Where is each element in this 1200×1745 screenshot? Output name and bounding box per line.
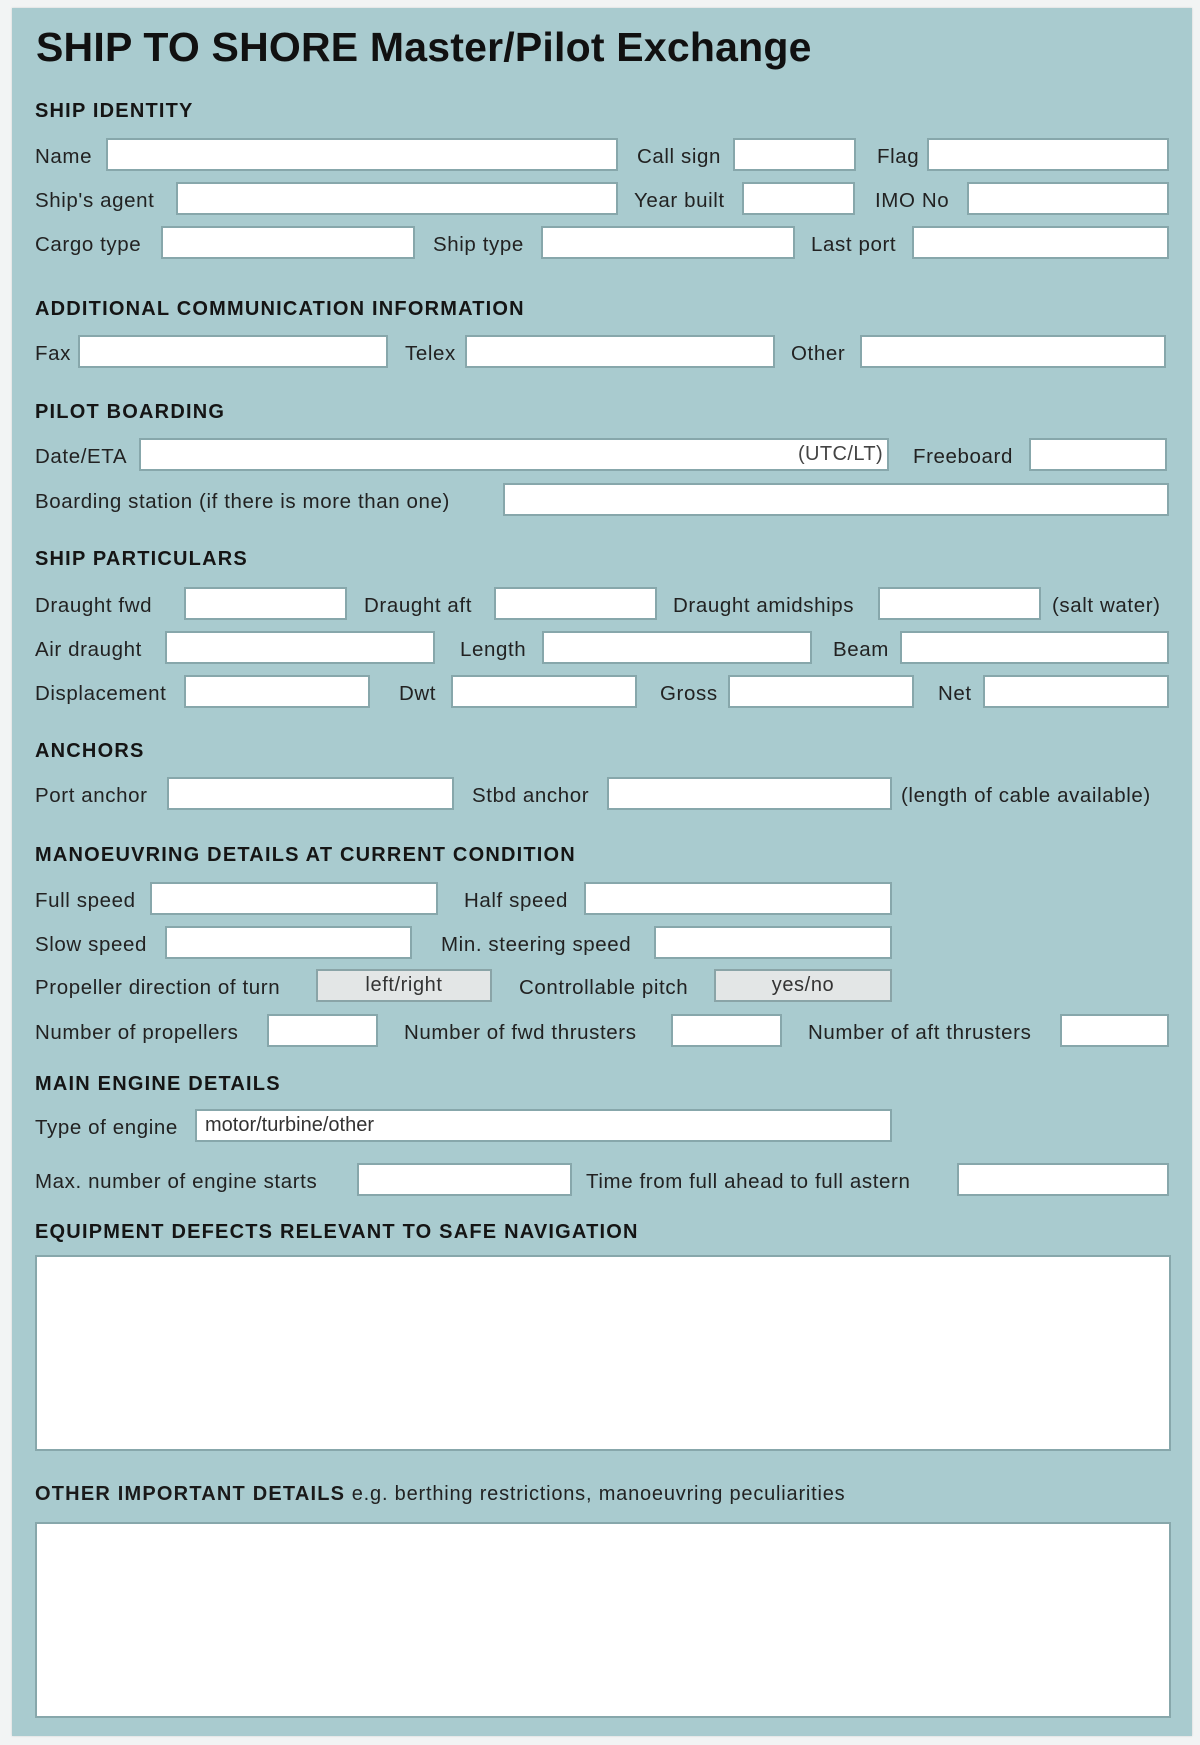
draught-aft-label: Draught aft: [364, 594, 473, 617]
draught-fwd-label: Draught fwd: [35, 594, 153, 617]
half-speed-field[interactable]: [584, 882, 892, 915]
air-draught-label: Air draught: [35, 638, 142, 661]
half-speed-label: Half speed: [464, 889, 569, 912]
num-propellers-label: Number of propellers: [35, 1021, 239, 1044]
ships-agent-label: Ship's agent: [35, 189, 155, 212]
slow-speed-field[interactable]: [165, 926, 412, 959]
fax-label: Fax: [35, 342, 71, 365]
length-label: Length: [460, 638, 527, 661]
section-pilot-boarding: PILOT BOARDING: [35, 401, 226, 423]
draught-fwd-field[interactable]: [184, 587, 347, 620]
max-engine-starts-label: Max. number of engine starts: [35, 1170, 318, 1193]
air-draught-field[interactable]: [165, 631, 435, 664]
year-built-field[interactable]: [742, 182, 855, 215]
ships-agent-field[interactable]: [176, 182, 618, 215]
cargo-type-field[interactable]: [161, 226, 415, 259]
ship-type-label: Ship type: [433, 233, 524, 256]
flag-label: Flag: [877, 145, 920, 168]
dwt-label: Dwt: [399, 682, 437, 705]
call-sign-label: Call sign: [637, 145, 722, 168]
num-aft-thrusters-field[interactable]: [1060, 1014, 1169, 1047]
section-main-engine: MAIN ENGINE DETAILS: [35, 1073, 281, 1095]
displacement-label: Displacement: [35, 682, 167, 705]
utc-lt-note: (UTC/LT): [798, 443, 884, 465]
section-communication: ADDITIONAL COMMUNICATION INFORMATION: [35, 298, 525, 320]
full-speed-label: Full speed: [35, 889, 136, 912]
equipment-defects-textbox[interactable]: [35, 1255, 1171, 1451]
section-anchors: ANCHORS: [35, 740, 145, 762]
net-field[interactable]: [983, 675, 1169, 708]
draught-aft-field[interactable]: [494, 587, 657, 620]
controllable-pitch-options[interactable]: yes/no: [714, 969, 892, 1002]
other-label: Other: [791, 342, 846, 365]
port-anchor-field[interactable]: [167, 777, 454, 810]
min-steering-speed-field[interactable]: [654, 926, 892, 959]
salt-water-note: (salt water): [1052, 594, 1161, 617]
propeller-direction-label: Propeller direction of turn: [35, 976, 281, 999]
beam-field[interactable]: [900, 631, 1169, 664]
cargo-type-label: Cargo type: [35, 233, 142, 256]
date-eta-label: Date/ETA: [35, 445, 128, 468]
beam-label: Beam: [833, 638, 889, 661]
section-manoeuvring: MANOEUVRING DETAILS AT CURRENT CONDITION: [35, 844, 576, 866]
freeboard-label: Freeboard: [913, 445, 1013, 468]
name-field[interactable]: [106, 138, 618, 171]
max-engine-starts-field[interactable]: [357, 1163, 572, 1196]
full-speed-field[interactable]: [150, 882, 438, 915]
gross-label: Gross: [660, 682, 718, 705]
date-eta-field[interactable]: [139, 438, 889, 471]
dwt-field[interactable]: [451, 675, 637, 708]
call-sign-field[interactable]: [733, 138, 856, 171]
stbd-anchor-label: Stbd anchor: [472, 784, 590, 807]
telex-label: Telex: [405, 342, 456, 365]
other-details-heading: [35, 1483, 846, 1506]
propeller-direction-options[interactable]: left/right: [316, 969, 492, 1002]
section-equipment-defects: EQUIPMENT DEFECTS RELEVANT TO SAFE NAVIGATION: [35, 1221, 639, 1243]
displacement-field[interactable]: [184, 675, 370, 708]
section-ship-particulars: SHIP PARTICULARS: [35, 548, 248, 570]
last-port-label: Last port: [811, 233, 897, 256]
gross-field[interactable]: [728, 675, 914, 708]
ship-type-field[interactable]: [541, 226, 795, 259]
num-propellers-field[interactable]: [267, 1014, 378, 1047]
fax-field[interactable]: [78, 335, 388, 368]
stbd-anchor-field[interactable]: [607, 777, 892, 810]
other-field[interactable]: [860, 335, 1166, 368]
boarding-station-field[interactable]: [503, 483, 1169, 516]
year-built-label: Year built: [634, 189, 725, 212]
draught-amidships-label: Draught amidships: [673, 594, 855, 617]
form-sheet: [12, 8, 1192, 1736]
section-ship-identity: SHIP IDENTITY: [35, 100, 194, 122]
type-of-engine-field[interactable]: [195, 1109, 892, 1142]
num-fwd-thrusters-label: Number of fwd thrusters: [404, 1021, 637, 1044]
num-fwd-thrusters-field[interactable]: [671, 1014, 782, 1047]
boarding-station-label: Boarding station (if there is more than one): [35, 490, 450, 513]
num-aft-thrusters-label: Number of aft thrusters: [808, 1021, 1032, 1044]
imo-no-label: IMO No: [875, 189, 950, 212]
other-details-textbox[interactable]: [35, 1522, 1171, 1718]
min-steering-speed-label: Min. steering speed: [441, 933, 632, 956]
port-anchor-label: Port anchor: [35, 784, 148, 807]
last-port-field[interactable]: [912, 226, 1169, 259]
controllable-pitch-label: Controllable pitch: [519, 976, 689, 999]
freeboard-field[interactable]: [1029, 438, 1167, 471]
flag-field[interactable]: [927, 138, 1169, 171]
full-ahead-astern-label: Time from full ahead to full astern: [586, 1170, 911, 1193]
other-details-title: OTHER IMPORTANT DETAILS: [35, 1483, 346, 1505]
imo-no-field[interactable]: [967, 182, 1169, 215]
draught-amidships-field[interactable]: [878, 587, 1041, 620]
other-details-subtitle: e.g. berthing restrictions, manoeuvring peculiarities: [351, 1483, 846, 1505]
cable-length-note: (length of cable available): [901, 784, 1151, 807]
name-label: Name: [35, 145, 93, 168]
type-of-engine-label: Type of engine: [35, 1116, 178, 1139]
page-title: SHIP TO SHORE Master/Pilot Exchange: [36, 24, 812, 70]
net-label: Net: [938, 682, 972, 705]
length-field[interactable]: [542, 631, 812, 664]
full-ahead-astern-field[interactable]: [957, 1163, 1169, 1196]
telex-field[interactable]: [465, 335, 775, 368]
slow-speed-label: Slow speed: [35, 933, 147, 956]
